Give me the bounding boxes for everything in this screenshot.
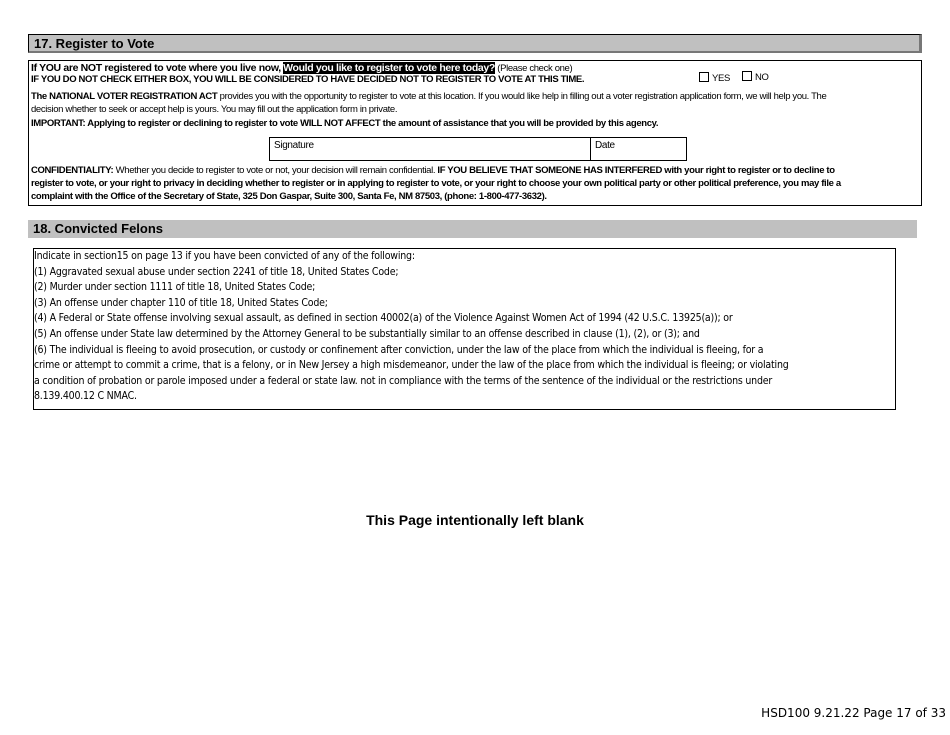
- no-check-warning: IF YOU DO NOT CHECK EITHER BOX, YOU WILL BE CONSIDERED TO HAVE DECIDED NOT TO REGISTER TO VOTE AT THIS TIME.: [31, 74, 585, 85]
- section-17-title: 17. Register to Vote: [34, 36, 155, 51]
- conf-label: CONFIDENTIALITY:: [31, 165, 114, 176]
- yes-checkbox[interactable]: [699, 72, 709, 82]
- no-checkbox[interactable]: [742, 71, 752, 81]
- nvra-line2: decision whether to seek or accept help is yours. You may fill out the application form in private.: [31, 104, 398, 115]
- question-highlight: Would you like to register to vote here today?: [283, 62, 495, 74]
- section-18-title: 18. Convicted Felons: [33, 221, 164, 236]
- nvra-line1: provides you with the opportunity to register to vote at this location. If you would like help in filling out a voter registration application form, we will help you. The: [219, 91, 827, 102]
- register-to-vote-box: [28, 60, 922, 206]
- felons-line: crime or attempt to commit a crime, that is a felony, or in New Jersey a high misdemeanor, under the law of the place from which the individual is fleeing; or violating: [34, 359, 789, 372]
- no-label: NO: [755, 72, 769, 83]
- nvra-text: [31, 91, 826, 102]
- signature-field[interactable]: Signature: [274, 140, 314, 151]
- yes-label: YES: [712, 73, 730, 84]
- felons-line: (6) The individual is fleeing to avoid prosecution, or custody or confinement after conviction, under the law of the place from which the individual is fleeing, for a: [34, 343, 764, 356]
- felons-line: 8.139.400.12 C NMAC.: [34, 390, 137, 403]
- felons-line: (1) Aggravated sexual abuse under section 2241 of title 18, United States Code;: [34, 265, 399, 278]
- felons-line: (5) An offense under State law determined by the Attorney General to be substantially similar to an offense described in clause (1), (2), or (3); and: [34, 327, 700, 340]
- section-18-header: [28, 220, 917, 238]
- confidentiality-line1: [31, 165, 835, 176]
- confidentiality-line3: complaint with the Office of the Secretary of State, 325 Don Gaspar, Suite 300, Santa Fe, NM 87503, (phone: 1-800-477-3632).: [31, 191, 547, 202]
- conf-interfered: IF YOU BELIEVE THAT SOMEONE HAS INTERFERED with your right to register or to decline to: [437, 165, 835, 176]
- check-one-note: (Please check one): [497, 63, 573, 74]
- conf-text: Whether you decide to register to vote or not, your decision will remain confidential.: [115, 165, 436, 176]
- felons-line: a condition of probation or parole imposed under a federal or state law. not in compliance with the terms of the sentence of the individual or the restrictions under: [34, 374, 773, 387]
- felons-line: (2) Murder under section 1111 of title 18, United States Code;: [34, 281, 316, 294]
- confidentiality-line2: register to vote, or your right to privacy in deciding whether to register or in applying to register to vote, or your right to choose your own political party or other political preference, you may file a: [31, 178, 841, 189]
- register-question: [31, 62, 572, 74]
- yes-option[interactable]: [699, 72, 730, 84]
- felons-line: (3) An offense under chapter 110 of title 18, United States Code;: [34, 296, 328, 309]
- nvra-bold: The NATIONAL VOTER REGISTRATION ACT: [31, 91, 218, 102]
- question-text: If YOU are NOT registered to vote where you live now,: [31, 62, 281, 74]
- felons-line: (4) A Federal or State offense involving sexual assault, as defined in section 40002(a) of the Violence Against Women Act of 1994 (42 U.S.C. 13925(a)); or: [34, 312, 733, 325]
- felons-line: Indicate in section15 on page 13 if you have been convicted of any of the following:: [34, 250, 415, 262]
- section-17-header: [28, 34, 922, 53]
- convicted-felons-box: [33, 248, 896, 410]
- no-option[interactable]: [742, 71, 769, 83]
- signature-date-row: [269, 137, 687, 161]
- blank-page-notice: This Page intentionally left blank: [366, 512, 584, 528]
- page-footer: HSD100 9.21.22 Page 17 of 33: [761, 706, 946, 720]
- date-field[interactable]: Date: [595, 140, 615, 151]
- important-notice: IMPORTANT: Applying to register or declining to register to vote WILL NOT AFFECT the amount of assistance that you will be provided by this agency.: [31, 118, 659, 129]
